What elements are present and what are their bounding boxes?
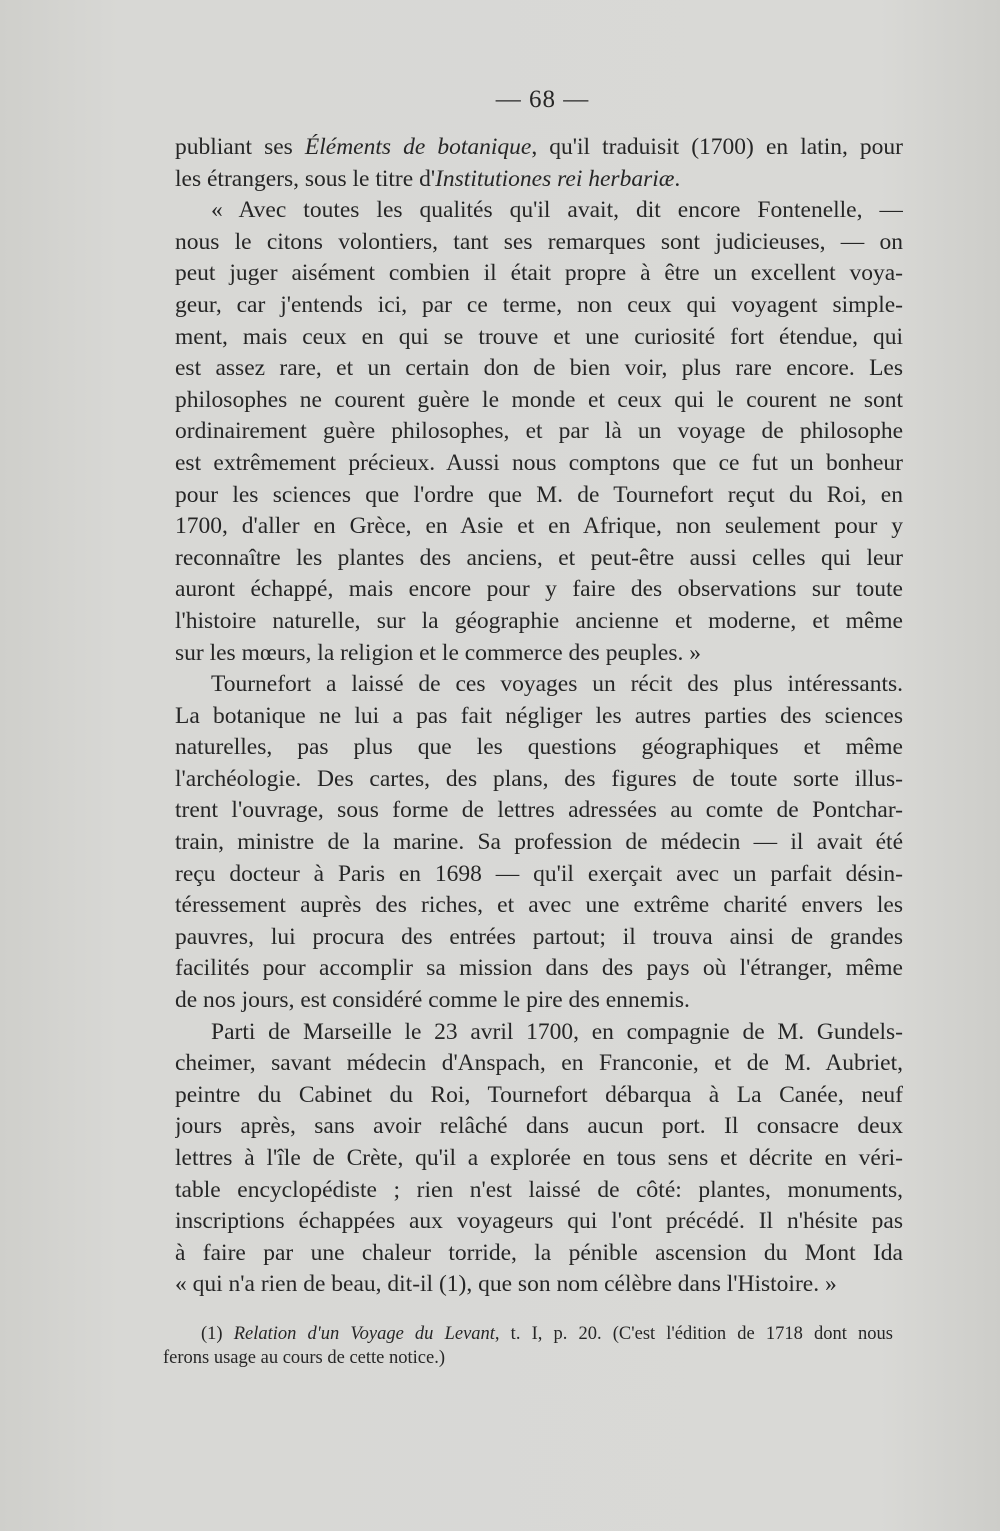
text-line: ordinairement guère philosophes, et par là un voyage de philosophe xyxy=(175,418,903,445)
text-line: peut juger aisément combien il était propre à être un excellent voya- xyxy=(175,260,903,287)
italic-title: Institutiones rei herbariæ xyxy=(435,165,675,192)
text-line: trent l'ouvrage, sous forme de lettres adressées au comte de Pontchar- xyxy=(175,797,903,824)
text-line: 1700, d'aller en Grèce, en Asie et en Afrique, non seulement pour y xyxy=(175,513,903,540)
text-line: téressement auprès des riches, et avec une extrême charité envers les xyxy=(175,892,903,919)
text-line: les étrangers, sous le titre d'Institutiones rei herbariæ. xyxy=(175,165,681,192)
text-line: train, ministre de la marine. Sa profession de médecin — il avait été xyxy=(175,829,903,856)
body-text xyxy=(175,132,903,1301)
italic-title: Éléments de botanique xyxy=(304,134,532,160)
text-line: l'histoire naturelle, sur la géographie ancienne et moderne, et même xyxy=(175,607,903,634)
text-line: auront échappé, mais encore pour y faire des observations sur toute xyxy=(175,576,903,603)
text-line: « qui n'a rien de beau, dit-il (1), que son nom célèbre dans l'Histoire. » xyxy=(175,1271,837,1298)
text-line: publiant ses Éléments de botanique, qu'il traduisit (1700) en latin, pour xyxy=(175,134,903,160)
text-line: à faire par une chaleur torride, la pénible ascension du Mont Ida xyxy=(175,1239,903,1266)
text-line: naturelles, pas plus que les questions géographiques et même xyxy=(175,734,903,761)
text-line: nous le citons volontiers, tant ses remarques sont judicieuses, — on xyxy=(175,228,903,255)
text-line: pour les sciences que l'ordre que M. de Tournefort reçut du Roi, en xyxy=(175,481,903,508)
text-line: reçu docteur à Paris en 1698 — qu'il exerçait avec un parfait désin- xyxy=(175,860,903,887)
text-line: reconnaître les plantes des anciens, et peut-être aussi celles qui leur xyxy=(175,544,903,571)
footnote-line: ferons usage au cours de cette notice.) xyxy=(163,1348,445,1368)
text-line: l'archéologie. Des cartes, des plans, des figures de toute sorte illus- xyxy=(175,765,903,792)
page-number: — 68 — xyxy=(495,86,590,113)
footnote xyxy=(163,1322,893,1370)
text-line: sur les mœurs, la religion et le commerce des peuples. » xyxy=(175,639,701,666)
text-line: geur, car j'entends ici, par ce terme, non ceux qui voyagent simple- xyxy=(175,291,903,318)
text-line: Tournefort a laissé de ces voyages un récit des plus intéressants. xyxy=(211,671,903,698)
text-line: table encyclopédiste ; rien n'est laissé de côté: plantes, monuments, xyxy=(175,1176,903,1203)
text-line: peintre du Cabinet du Roi, Tournefort débarqua à La Canée, neuf xyxy=(175,1081,903,1108)
text-line: jours après, sans avoir relâché dans aucun port. Il consacre deux xyxy=(175,1113,903,1140)
text-line: « Avec toutes les qualités qu'il avait, dit encore Fontenelle, — xyxy=(211,197,903,224)
text-line: inscriptions échappées aux voyageurs qui l'ont précédé. Il n'hésite pas xyxy=(175,1208,903,1235)
text-line: facilités pour accomplir sa mission dans des pays où l'étranger, même xyxy=(175,955,903,982)
text-line: de nos jours, est considéré comme le pire des ennemis. xyxy=(175,987,690,1014)
text-line: pauvres, lui procura des entrées partout; il trouva ainsi de grandes xyxy=(175,923,903,950)
text-line: ment, mais ceux en qui se trouve et une curiosité fort étendue, qui xyxy=(175,323,903,350)
text-line: est assez rare, et un certain don de bien voir, plus rare encore. Les xyxy=(175,355,903,382)
footnote-citation-title: Relation d'un Voyage du Levant xyxy=(233,1324,495,1344)
text-line: Parti de Marseille le 23 avril 1700, en compagnie de M. Gundels- xyxy=(211,1018,903,1045)
text-line: La botanique ne lui a pas fait négliger les autres parties des sciences xyxy=(175,702,903,729)
text-line: cheimer, savant médecin d'Anspach, en Franconie, et de M. Aubriet, xyxy=(175,1050,903,1077)
footnote-line: (1) Relation d'un Voyage du Levant, t. I, p. 20. (C'est l'édition de 1718 dont nous xyxy=(201,1324,893,1344)
text-line: lettres à l'île de Crète, qu'il a explorée en tous sens et décrite en véri- xyxy=(175,1145,903,1171)
text-line: est extrêmement précieux. Aussi nous comptons que ce fut un bonheur xyxy=(175,449,903,476)
text-line: philosophes ne courent guère le monde et ceux qui le courent ne sont xyxy=(175,386,903,413)
